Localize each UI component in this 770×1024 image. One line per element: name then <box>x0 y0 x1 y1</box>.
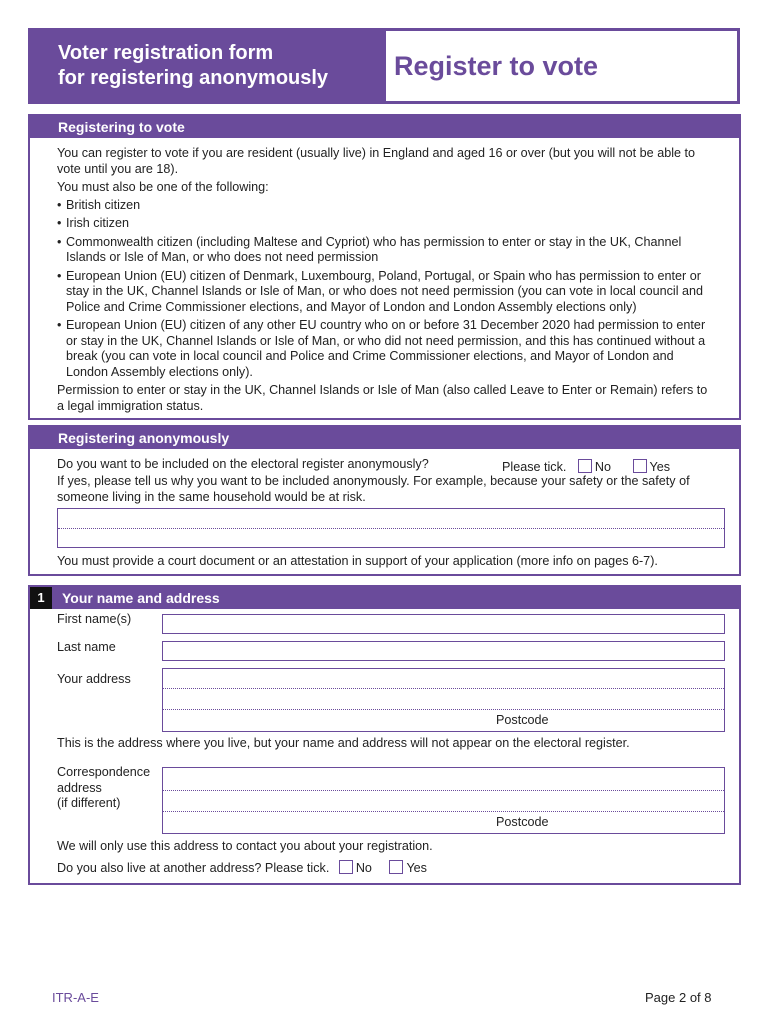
list-item: • Irish citizen <box>57 216 717 232</box>
anonymous-reason-prompt: If yes, please tell us why you want to be included anonymously. For example, because your safety or the safety of someone living in the same household would be at risk. <box>57 474 690 504</box>
form-code: ITR-A-E <box>52 990 99 1005</box>
correspondence-label <box>57 765 150 812</box>
first-names-label: First name(s) <box>57 612 132 626</box>
list-item: • European Union (EU) citizen of Denmark, Luxembourg, Poland, Portugal, or Spain who has permission to enter or stay in the UK, Channel Islands or Isle of Man, or who does not need permission (you can vote in local council and Police and Crime Commissioner elections, and Mayor of London and London Assembly elections only) <box>57 269 717 316</box>
anonymous-yes-label: Yes <box>649 460 671 474</box>
name-address-section <box>28 585 741 885</box>
other-address-no-label: No <box>355 861 372 875</box>
postcode-label: Postcode <box>496 713 549 727</box>
registering-heading: Registering to vote <box>30 116 739 138</box>
anonymous-no-checkbox[interactable] <box>578 459 592 473</box>
register-title: Register to vote <box>394 51 599 81</box>
form-title-line-1: Voter registration form <box>58 42 274 64</box>
page-number: Page 2 of 8 <box>645 990 712 1005</box>
registering-body <box>57 146 717 414</box>
other-address-question: Do you also live at another address? Please tick. <box>57 861 330 875</box>
name-address-heading: Your name and address <box>30 587 739 609</box>
anonymous-yes-checkbox[interactable] <box>633 459 647 473</box>
anonymous-no-label: No <box>594 460 612 474</box>
other-address-yes-label: Yes <box>406 861 427 875</box>
list-item: • Commonwealth citizen (including Maltese and Cypriot) who has permission to enter or stay in the UK, Channel Islands or Isle of Man, or who does not need permission <box>57 235 717 266</box>
other-address-no-checkbox[interactable] <box>339 860 353 874</box>
registering-must-be: You must also be one of the following: <box>57 180 269 194</box>
correspondence-dotted-line <box>163 790 724 791</box>
form-title-banner <box>28 28 386 104</box>
correspondence-postcode-label: Postcode <box>496 815 549 829</box>
registering-section <box>28 114 741 420</box>
register-title-box <box>386 28 740 104</box>
court-note: You must provide a court document or an attestation in support of your application (more info on pages 6-7). <box>57 554 658 568</box>
list-item: • European Union (EU) citizen of any other EU country who on or before 31 December 2020 had permission to enter or stay in the UK, Channel Islands or Isle of Man, or who did not need permission, and this has continued without a break (you can vote in local council and Police and Crime Commissioner elections, and Mayor of London and London Assembly elections only). <box>57 318 717 380</box>
last-name-label: Last name <box>57 640 116 654</box>
section-number: 1 <box>30 587 52 609</box>
reason-dotted-line <box>58 528 724 529</box>
address-note: This is the address where you live, but your name and address will not appear on the electoral register. <box>57 736 630 750</box>
address-dotted-line <box>163 709 724 710</box>
anonymous-question: Do you want to be included on the electoral register anonymously? <box>57 457 429 471</box>
address-dotted-line <box>163 688 724 689</box>
address-label: Your address <box>57 672 131 686</box>
first-names-input[interactable] <box>162 614 725 634</box>
correspondence-label-line-1: Correspondence <box>57 765 151 779</box>
correspondence-address-input[interactable] <box>162 767 725 834</box>
other-address-group <box>57 860 427 877</box>
anonymous-heading: Registering anonymously <box>30 427 739 449</box>
last-name-input[interactable] <box>162 641 725 661</box>
contact-note: We will only use this address to contact you about your registration. <box>57 839 433 853</box>
address-input[interactable] <box>162 668 725 732</box>
permission-note: Permission to enter or stay in the UK, Channel Islands or Isle of Man (also called Leave to Enter or Remain) refers to a legal immigration status. <box>57 383 708 413</box>
please-tick-label: Please tick. <box>502 460 567 474</box>
correspondence-label-line-3: (if different) <box>57 796 121 810</box>
citizen-list <box>57 198 717 381</box>
correspondence-dotted-line <box>163 811 724 812</box>
list-item: • British citizen <box>57 198 717 214</box>
anonymous-section <box>28 425 741 576</box>
anonymous-reason-input[interactable] <box>57 508 725 548</box>
registering-intro: You can register to vote if you are resident (usually live) in England and aged 16 or over (but you will not be able to vote until you are 18). <box>57 146 696 176</box>
other-address-yes-checkbox[interactable] <box>389 860 403 874</box>
form-title-line-2: for registering anonymously <box>58 67 329 89</box>
correspondence-label-line-2: address <box>57 780 102 795</box>
